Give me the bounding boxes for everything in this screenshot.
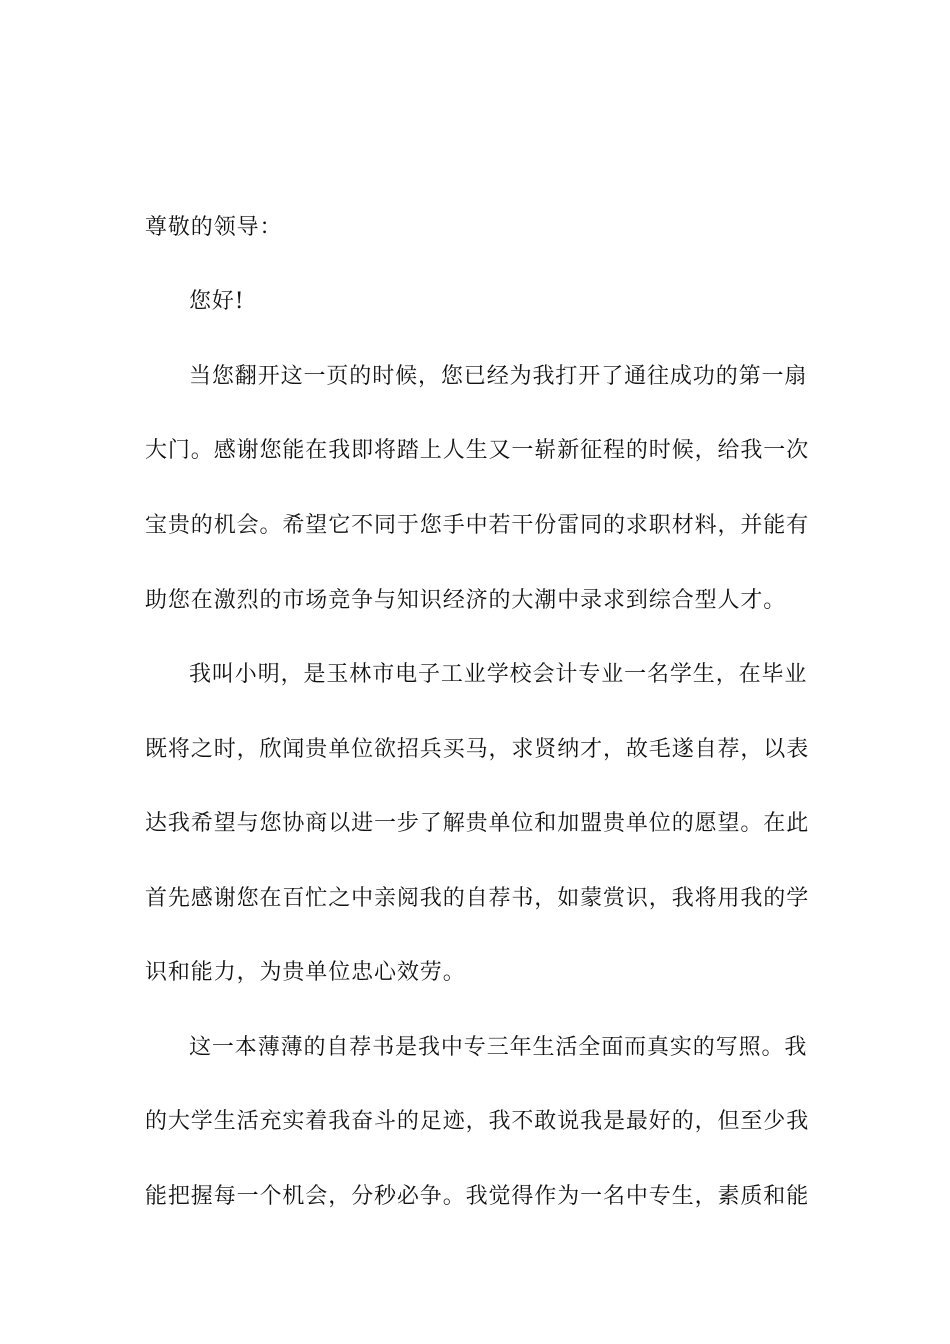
paragraph-1-line-2: 大门。感谢您能在我即将踏上人生又一崭新征程的时候，给我一次 [145, 438, 810, 463]
paragraph-3-line-2: 的大学生活充实着我奋斗的足迹，我不敢说我是最好的，但至少我 [145, 1109, 810, 1134]
paragraph-2-line-2: 既将之时，欣闻贵单位欲招兵买马，求贤纳才，故毛遂自荐，以表 [145, 737, 810, 762]
paragraph-1-line-4: 助您在激烈的市场竞争与知识经济的大潮中录求到综合型人才。 [145, 588, 787, 613]
paragraph-2-line-5: 识和能力，为贵单位忠心效劳。 [145, 960, 466, 985]
salutation: 尊敬的领导： [145, 215, 283, 240]
paragraph-1-line-3: 宝贵的机会。希望它不同于您手中若干份雷同的求职材料，并能有 [145, 513, 810, 538]
paragraph-2-line-4: 首先感谢您在百忙之中亲阅我的自荐书，如蒙赏识，我将用我的学 [145, 886, 810, 911]
paragraph-2-line-3: 达我希望与您协商以进一步了解贵单位和加盟贵单位的愿望。在此 [145, 811, 810, 836]
paragraph-3-line-1: 这一本薄薄的自荐书是我中专三年生活全面而真实的写照。我 [189, 1035, 808, 1060]
paragraph-3-line-3: 能把握每一个机会，分秒必争。我觉得作为一名中专生，素质和能 [145, 1184, 810, 1209]
paragraph-1-line-1: 当您翻开这一页的时候，您已经为我打开了通往成功的第一扇 [189, 364, 808, 389]
paragraph-2-line-1: 我叫小明，是玉林市电子工业学校会计专业一名学生，在毕业 [189, 662, 808, 687]
greeting: 您好! [189, 289, 245, 314]
